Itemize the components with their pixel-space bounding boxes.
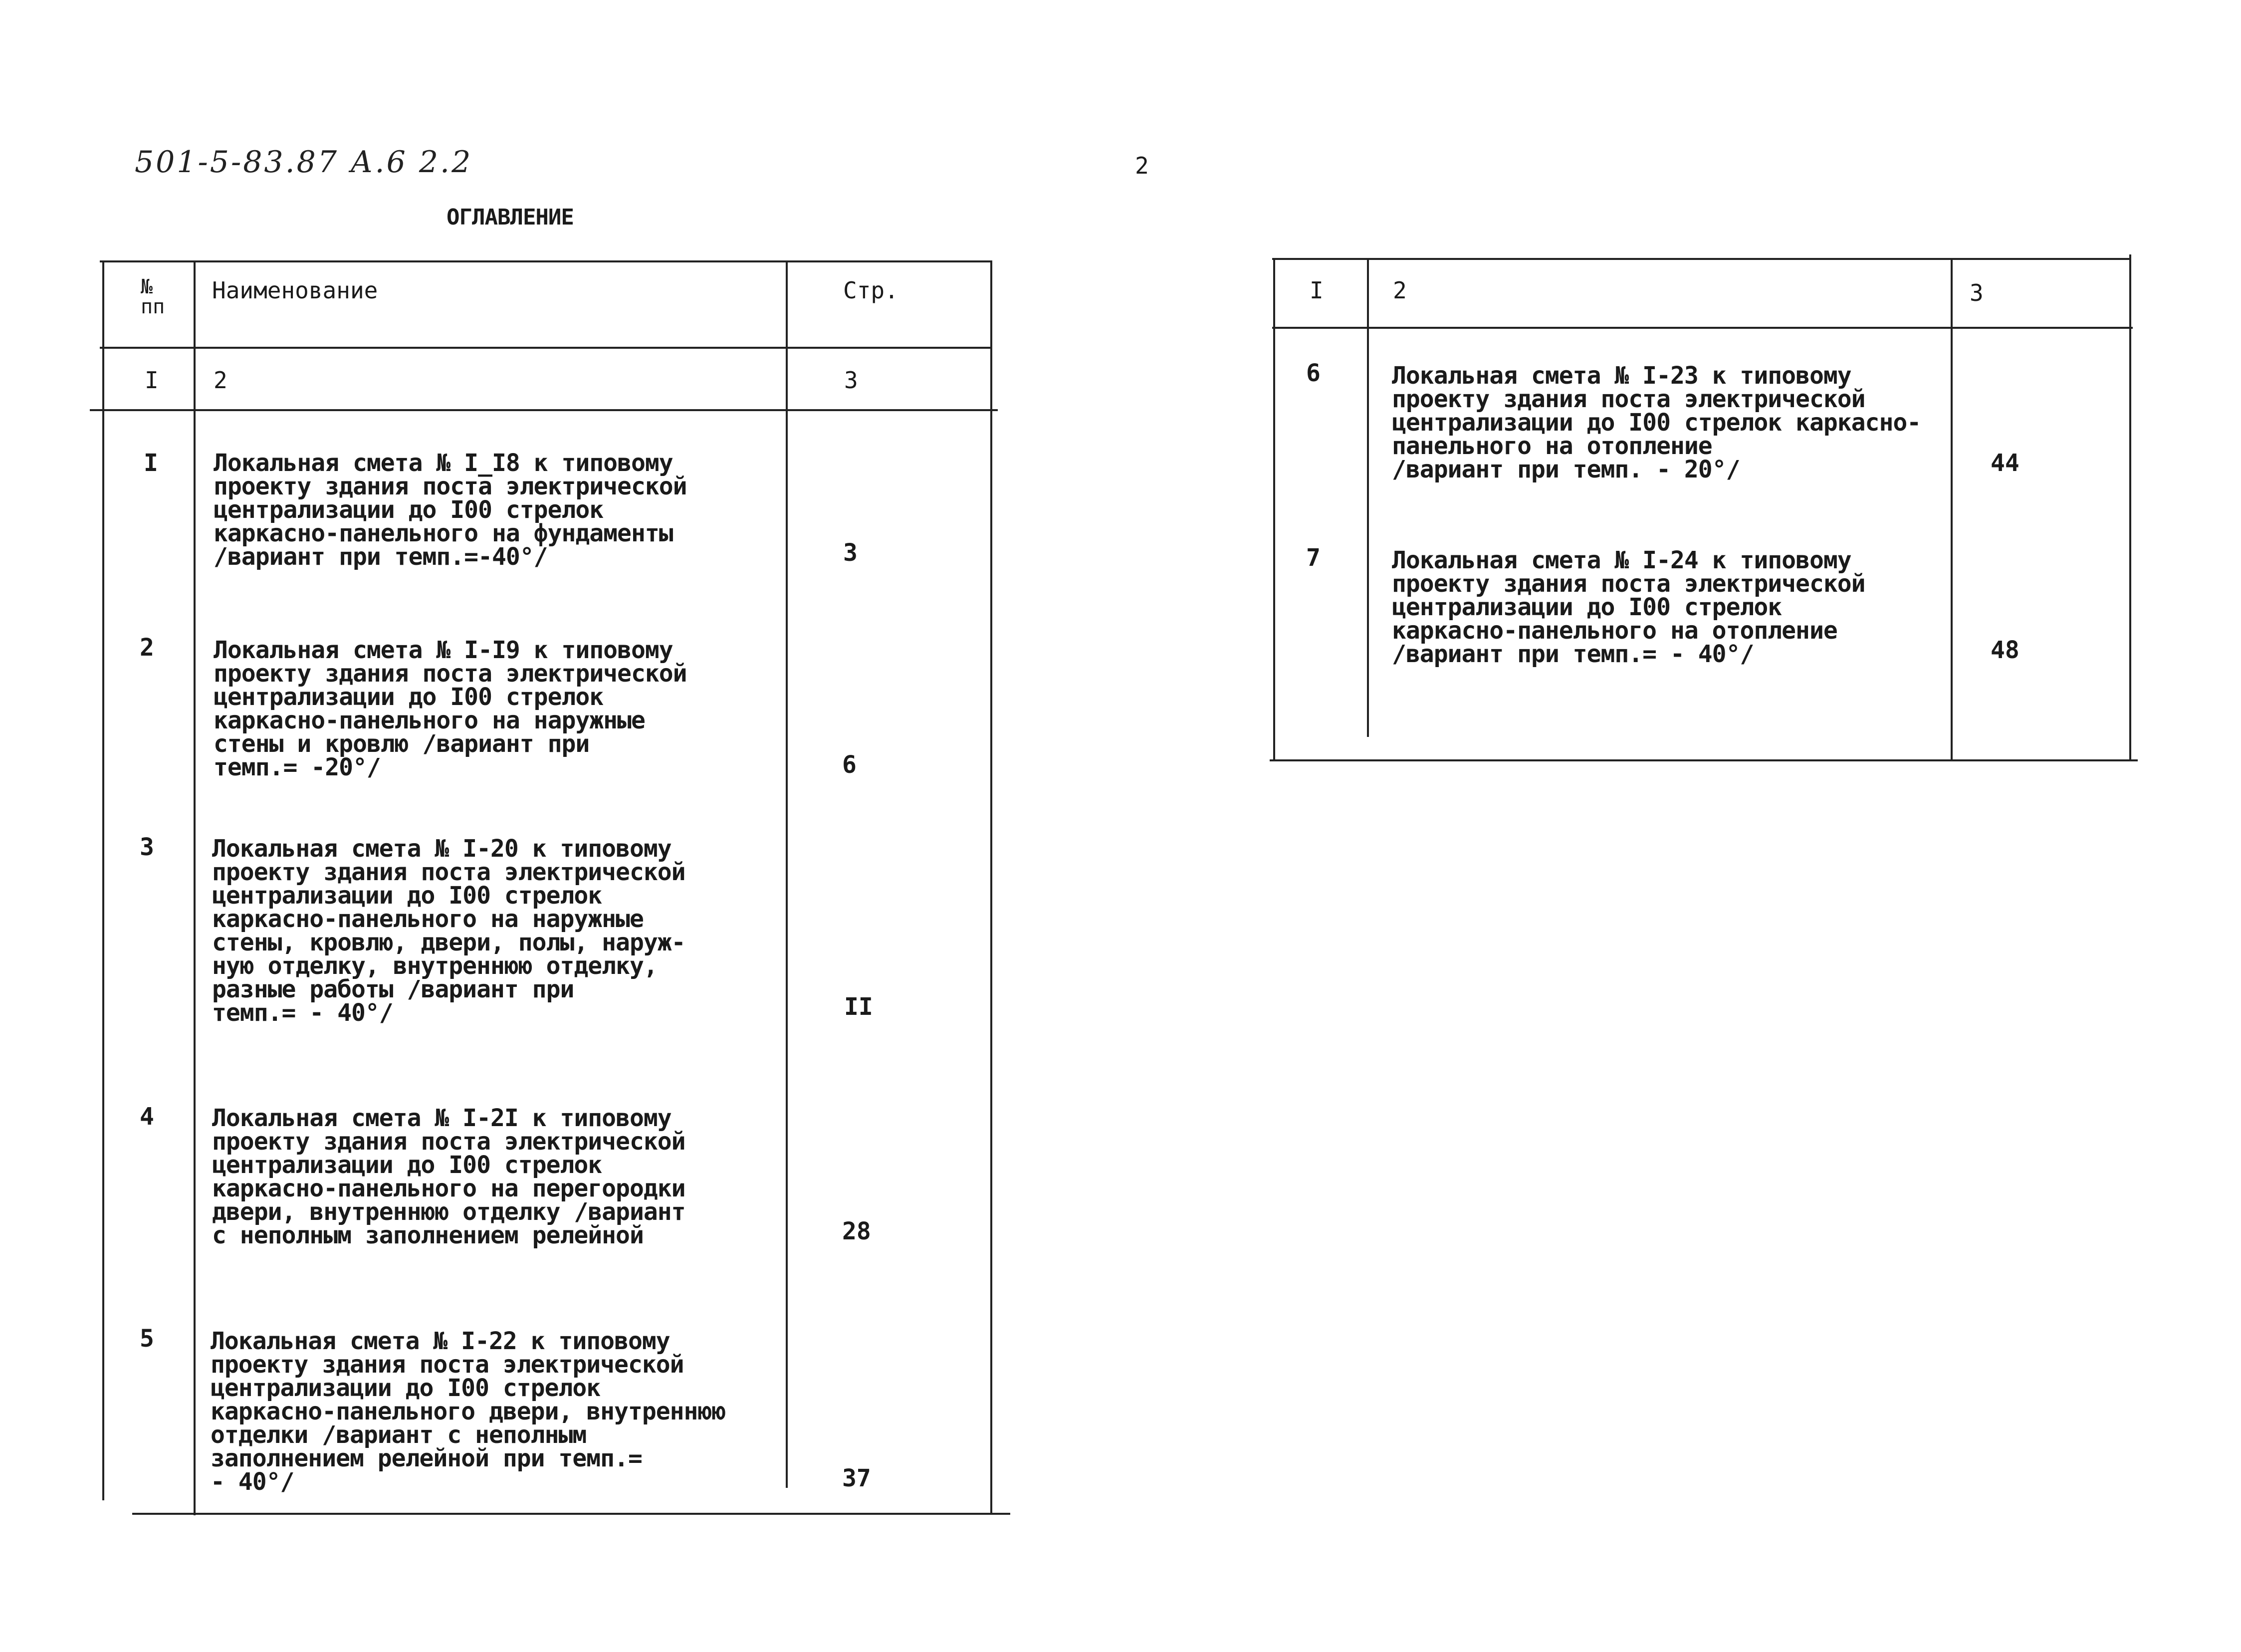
table-rule	[194, 260, 196, 1515]
table-rule	[1272, 258, 2130, 260]
entry-number: I	[144, 449, 158, 477]
entry-number: 3	[140, 833, 154, 861]
column-header-name: Наименование	[212, 277, 378, 304]
table-rule	[100, 260, 992, 262]
entry-number: 5	[140, 1325, 154, 1353]
table-rule	[1272, 327, 2133, 329]
index-cell: 2	[1393, 277, 1407, 304]
column-header-number: № пп	[141, 275, 165, 318]
entry-page: 3	[843, 539, 858, 567]
entry-page: 28	[842, 1217, 871, 1245]
index-cell: 3	[1970, 279, 1984, 306]
index-cell: 2	[214, 367, 227, 394]
document-code: 501-5-83.87 А.6 2.2	[135, 145, 473, 180]
table-rule	[132, 1513, 1010, 1515]
table-rule	[102, 260, 104, 1500]
entry-page: 37	[842, 1464, 871, 1492]
index-cell: 3	[844, 367, 858, 394]
entry-page: II	[844, 993, 873, 1021]
entry-description: Локальная смета № I-23 к типовому проекту здания поста электрической централизации до I00 стрелок каркасно- панельного на отопление /вариант при темп. - 20°/	[1392, 362, 1921, 483]
entry-number: 6	[1306, 359, 1321, 387]
index-cell: I	[145, 367, 159, 394]
table-rule	[90, 409, 998, 411]
entry-description: Локальная смета № I-20 к типовому проекту здания поста электрической централизации до I00 стрелок каркасно-панельного на наружные стены, кровлю, двери, полы, наруж- ную отделку, внутреннюю отделку, разные работы /вариант при темп.= - 40°/	[212, 835, 685, 1027]
entry-description: Локальная смета № I-22 к типовому проекту здания поста электрической централизации до I00 стрелок каркасно-панельного двери, внутреннюю отделки /вариант с неполным заполнением релейной при темп.= - 40°/	[211, 1327, 726, 1496]
entry-description: Локальная смета № I_I8 к типовому проекту здания поста электрической централизации до I00 стрелок каркасно-панельного на фундаменты /вариант при темп.=-40°/	[214, 449, 687, 571]
table-rule	[990, 260, 992, 1513]
entry-description: Локальная смета № I-I9 к типовому проекту здания поста электрической централизации до I00 стрелок каркасно-панельного на наружные стены и кровлю /вариант при темп.= -20°/	[214, 636, 687, 781]
table-rule	[1367, 258, 1369, 737]
entry-description: Локальная смета № I-24 к типовому проекту здания поста электрической централизации до I00 стрелок каркасно-панельного на отопление /вариант при темп.= - 40°/	[1392, 546, 1865, 668]
table-rule	[100, 347, 992, 349]
entry-description: Локальная смета № I-2I к типовому проекту здания поста электрической централизации до I00 стрелок каркасно-панельного на перегородки двери, внутреннюю отделку /вариант с неполным заполнением релейной	[212, 1104, 685, 1249]
entry-number: 2	[140, 634, 154, 662]
page-title: ОГЛАВЛЕНИЕ	[447, 205, 574, 230]
table-rule	[2129, 254, 2131, 759]
entry-number: 4	[140, 1103, 154, 1131]
entry-number: 7	[1306, 544, 1321, 572]
index-cell: I	[1310, 277, 1324, 304]
entry-page: 6	[842, 751, 857, 779]
entry-page: 44	[1991, 449, 2019, 477]
page-number: 2	[1135, 152, 1149, 179]
table-rule	[1273, 258, 1275, 759]
column-header-page: Стр.	[843, 277, 898, 304]
table-rule	[786, 260, 788, 1488]
table-rule	[1270, 759, 2138, 761]
table-rule	[1951, 258, 1953, 759]
entry-page: 48	[1991, 636, 2019, 664]
